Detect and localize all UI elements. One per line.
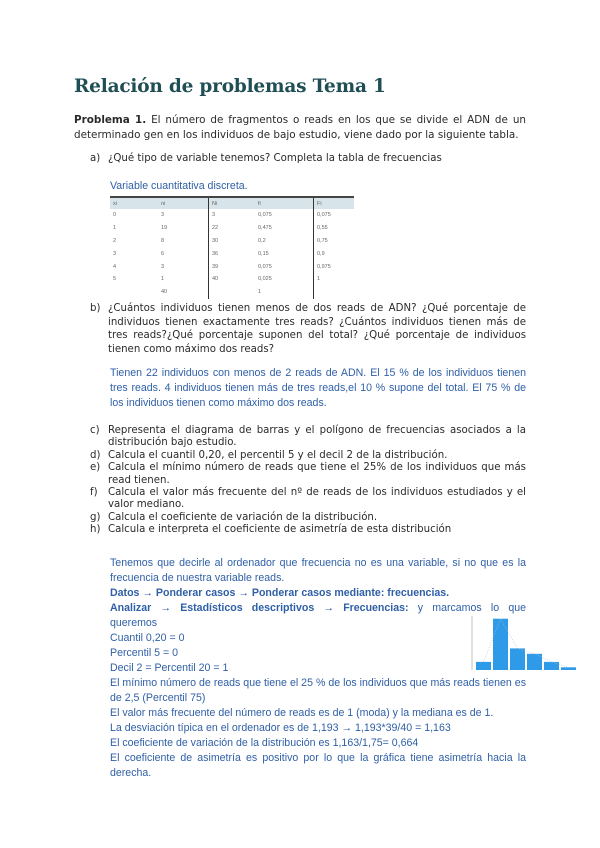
- question-text: ¿Qué tipo de variable tenemos? Completa la tabla de frecuencias: [108, 153, 442, 164]
- question-marker: d): [90, 449, 101, 461]
- table-header-row: [110, 197, 354, 209]
- table-cell: 4: [113, 263, 117, 270]
- header-fi: fi: [255, 197, 314, 209]
- table-cell: 30: [209, 235, 256, 248]
- answer-line-8: El coeficiente de asimetría es positivo por lo que la gráfica tiene asimetría hacia la derecha.: [110, 752, 526, 779]
- question-marker: a): [90, 153, 101, 164]
- table-cell: 0: [113, 212, 117, 219]
- table-row: [110, 273, 354, 286]
- table-cell: 3: [161, 263, 165, 270]
- answer-intro: Tenemos que decirle al ordenador que frecuencia no es una variable, si no que es la frecuencia de nuestra variable reads.: [110, 557, 526, 584]
- problem-label: Problema 1.: [74, 114, 147, 126]
- table-row: [110, 209, 354, 222]
- table-cell: [110, 286, 158, 299]
- question-text: Calcula el valor más frecuente del nº de reads de los individuos estudiados y el valor mediano.: [108, 487, 526, 511]
- table-cell: [209, 286, 256, 299]
- question-item: [90, 462, 526, 487]
- histogram-bar: [510, 648, 525, 670]
- table-cell: 0,55: [314, 222, 355, 235]
- histogram-bar: [476, 662, 491, 670]
- question-marker: e): [90, 462, 101, 474]
- answer-line-1: Cuantil 0,20 = 0: [110, 632, 185, 644]
- table-cell: 0,075: [258, 212, 272, 219]
- table-cell: 36: [209, 247, 256, 260]
- table-row: [110, 260, 354, 273]
- question-text: Calcula el coeficiente de variación de la distribución.: [108, 511, 378, 523]
- histogram-bar: [544, 662, 559, 670]
- question-item: [90, 487, 526, 512]
- table-cell: 0,2: [258, 237, 266, 244]
- header-Fi: Fi: [314, 197, 355, 209]
- problem-statement: [74, 113, 526, 143]
- header-xi: xi: [110, 197, 158, 209]
- table-row: [110, 222, 354, 235]
- table-cell: 3: [113, 250, 117, 257]
- question-text: Calcula e interpreta el coeficiente de asimetría de esta distribución: [108, 524, 452, 536]
- answer-line-2: Percentil 5 = 0: [110, 647, 179, 659]
- histogram-bar: [527, 654, 542, 670]
- header-ni: ni: [158, 197, 209, 209]
- question-text: Representa el diagrama de barras y el polígono de frecuencias asociados a la distribución bajo estudio.: [108, 425, 526, 449]
- table-cell: 5: [113, 276, 117, 283]
- table-row: [110, 286, 354, 299]
- table-cell: 0,475: [258, 225, 272, 232]
- table-cell: 0,9: [314, 247, 355, 260]
- table-cell: 0,15: [258, 250, 269, 257]
- answer-step1: [110, 586, 526, 601]
- question-marker: h): [90, 524, 101, 536]
- answer-line-5: El valor más frecuente del número de reads es de 1 (moda) y la mediana es de 1.: [110, 707, 494, 719]
- table-cell: 2: [113, 237, 117, 244]
- table-cell: 1: [161, 276, 165, 283]
- answer-line-6: La desviación típica en el ordenador es de 1,193 → 1,193*39/40 = 1,163: [110, 722, 451, 734]
- question-text: Calcula el cuantil 0,20, el percentil 5 y el decil 2 de la distribución.: [108, 449, 448, 461]
- answer-b: Tienen 22 individuos con menos de 2 reads de ADN. El 15 % de los individuos tienen tres reads. 4 individuos tienen más de tres reads,el 10 % supone del total. El 75 % de los individuos tienen como máximo dos reads.: [110, 367, 526, 409]
- histogram-chart: [464, 614, 582, 676]
- table-cell: 1: [258, 289, 262, 296]
- table-cell: 1: [314, 273, 355, 286]
- question-item: [90, 425, 526, 450]
- question-item: [90, 511, 526, 524]
- table-cell: 3: [161, 212, 165, 219]
- document-title: Relación de problemas Tema 1: [74, 76, 386, 97]
- table-cell: 8: [161, 237, 165, 244]
- table-cell: 39: [209, 260, 256, 273]
- table-cell: 22: [209, 222, 256, 235]
- question-b: [90, 302, 526, 356]
- question-marker: f): [90, 487, 98, 499]
- step2-bold: Analizar → Estadísticos descriptivos → Frecuencias:: [110, 602, 409, 614]
- question-marker: c): [90, 425, 100, 436]
- table-cell: 0,75: [314, 235, 355, 248]
- answer-a: Variable cuantitativa discreta.: [110, 180, 248, 192]
- table-cell: 3: [209, 209, 256, 222]
- question-marker: b): [90, 303, 101, 314]
- table-cell: 1: [113, 225, 117, 232]
- question-item: [90, 449, 526, 462]
- header-Ni: Ni: [209, 197, 256, 209]
- table-cell: 0,075: [314, 209, 355, 222]
- answer-line-4: El mínimo número de reads que tiene el 25 % de los individuos que más reads tienen es de 2,5 (Percentil 75): [110, 677, 526, 704]
- problem-text: El número de fragmentos o reads en los que se divide el ADN de un determinado gen en los individuos de bajo estudio, viene dado por la siguiente tabla.: [74, 114, 526, 141]
- table-cell: 0,025: [258, 276, 272, 283]
- question-marker: g): [90, 511, 101, 523]
- question-text: ¿Cuántos individuos tienen menos de dos reads de ADN? ¿Qué porcentaje de individuos tienen exactamente tres reads? ¿Cuántos individuos tienen más de tres reads?¿Qué porcentaje suponen del total? ¿Qué porcentaje de individuos tienen como máximo dos reads?: [108, 303, 526, 355]
- table-cell: 6: [161, 250, 165, 257]
- histogram-bar: [493, 619, 508, 670]
- histogram-bar: [561, 667, 576, 670]
- question-a: [90, 152, 526, 166]
- answer-line-3: Decil 2 = Percentil 20 = 1: [110, 662, 229, 674]
- frequency-table: [110, 196, 354, 299]
- question-list: [90, 425, 526, 537]
- table-cell: [314, 286, 355, 299]
- question-item: [90, 524, 526, 536]
- table-row: [110, 247, 354, 260]
- table-cell: 0,075: [258, 263, 272, 270]
- step1-text: Datos → Ponderar casos → Ponderar casos mediante: frecuencias.: [110, 587, 450, 599]
- table-cell: 40: [161, 289, 168, 296]
- answer-line-7: El coeficiente de variación de la distribución es 1,163/1,75= 0,664: [110, 737, 419, 749]
- table-cell: 19: [161, 225, 168, 232]
- step2-rest: y marcamos lo que queremos: [110, 602, 527, 629]
- table-cell: 40: [209, 273, 256, 286]
- table-cell: 0,975: [314, 260, 355, 273]
- table-row: [110, 235, 354, 248]
- question-text: Calcula el mínimo número de reads que tiene el 25% de los individuos que más read tienen.: [108, 462, 526, 486]
